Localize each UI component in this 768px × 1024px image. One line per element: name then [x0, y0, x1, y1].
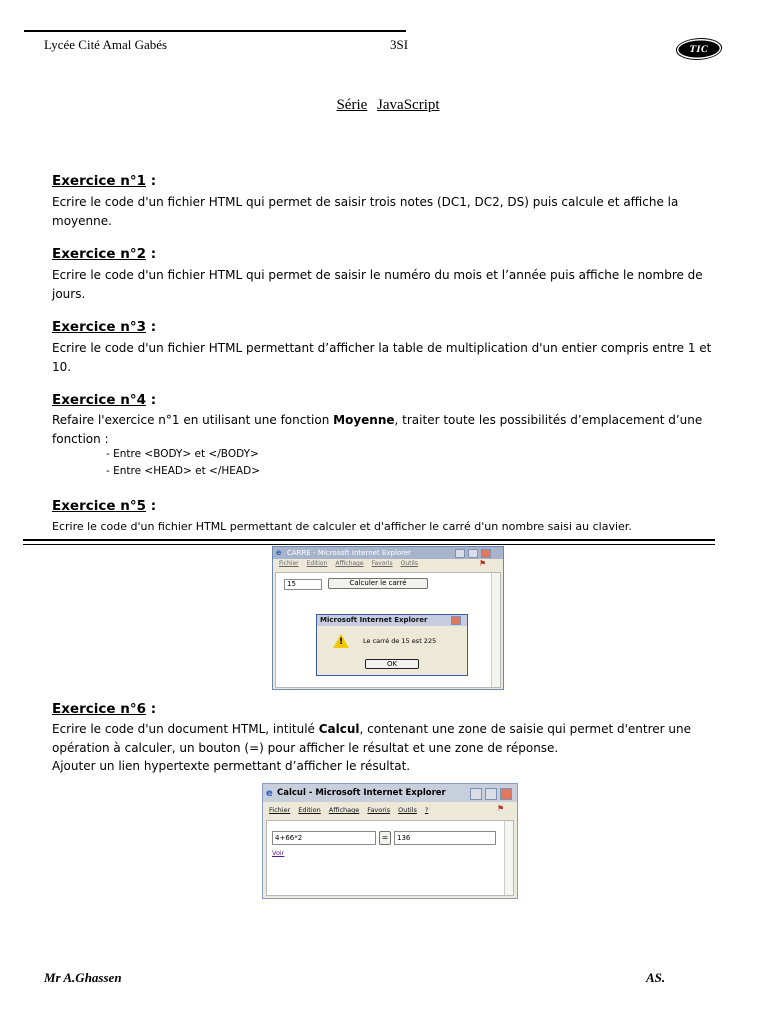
title-word-javascript: JavaScript	[377, 97, 440, 113]
exercise-3-label: Exercice n°3	[52, 319, 146, 335]
menu-favoris: Favoris	[367, 806, 391, 814]
exercise-6-heading	[52, 701, 156, 717]
menu-affichage: Affichage	[335, 560, 364, 567]
alert-message: Le carré de 15 est 225	[363, 637, 437, 645]
equals-button: =	[379, 831, 391, 845]
class-level: 3SI	[390, 37, 409, 52]
alert-dialog-titlebar	[317, 615, 467, 626]
footer-author: Mr A.Ghassen	[44, 970, 122, 985]
exercise-3-heading	[52, 319, 156, 335]
windows-flag-icon: ⚑	[479, 559, 487, 568]
menu-favoris: Favoris	[371, 560, 393, 567]
exercise-5-text: Ecrire le code d'un fichier HTML permettant de calculer et d'afficher le carré d'un nombre saisi au clavier.	[52, 520, 632, 533]
exercise-3-text: Ecrire le code d'un fichier HTML permettant d’afficher la table de multiplication d'un entier compris entre 1 et 10.	[52, 341, 712, 374]
menu-edition: Edition	[298, 806, 321, 814]
exercise-4-text-after: , traiter toute les possibilités d’emplacement d’une fonction :	[52, 413, 703, 446]
exercise-1-heading	[52, 173, 156, 189]
calcul-window-title: Calcul - Microsoft Internet Explorer	[277, 788, 446, 798]
exercise-6-text-2: Ajouter un lien hypertexte permettant d’afficher le résultat.	[52, 759, 411, 773]
menu-outils: Outils	[400, 560, 418, 567]
exercise-6-doc-name: Calcul	[318, 722, 360, 736]
scrollbar	[504, 821, 513, 895]
exercise-4-item-head: - Entre <HEAD> et </HEAD>	[106, 465, 260, 477]
minimize-icon	[470, 788, 482, 800]
exercise-6-label: Exercice n°6	[52, 701, 146, 717]
carre-window-title: CARRE - Microsoft Internet Explorer	[287, 549, 412, 557]
title-word-serie: Série	[336, 97, 368, 113]
exercise-5-colon: :	[146, 498, 157, 514]
header-rule	[24, 30, 406, 32]
exercise-6-text-after: , contenant une zone de saisie qui permet d'entrer une opération à calculer, un bouton (=) pour afficher le résultat et une zone de réponse.	[52, 722, 691, 755]
alert-dialog	[316, 614, 468, 676]
carre-menu-bar	[273, 559, 503, 569]
maximize-icon	[468, 549, 478, 558]
menu-outils: Outils	[398, 806, 417, 814]
calcul-window-screenshot	[262, 783, 518, 899]
operation-input: 4+66*2	[272, 831, 376, 845]
alert-dialog-title: Microsoft Internet Explorer	[320, 616, 428, 624]
carre-window-screenshot	[272, 546, 504, 690]
exercise-2-text: Ecrire le code d'un fichier HTML qui permet de saisir le numéro du mois et l’année puis affiche le nombre de jours.	[52, 268, 703, 301]
menu-help: ?	[424, 806, 429, 814]
ie-logo-icon: e	[276, 548, 282, 557]
exercise-6-text	[52, 720, 732, 758]
exercise-1-text: Ecrire le code d'un fichier HTML qui permet de saisir trois notes (DC1, DC2, DS) puis calcule et affiche la moyenne.	[52, 195, 679, 228]
exercise-4-text-before: Refaire l'exercice n°1 en utilisant une fonction	[52, 413, 334, 427]
calcul-page-area	[266, 820, 514, 896]
exercise-4-item-body: - Entre <BODY> et </BODY>	[106, 448, 259, 460]
maximize-icon	[485, 788, 497, 800]
alert-ok-button: OK	[365, 659, 419, 669]
school-name: Lycée Cité Amal Gabés	[44, 37, 168, 52]
exercise-3-colon: :	[146, 319, 157, 335]
menu-edition: Edition	[306, 560, 328, 567]
tic-logo-text: TIC	[688, 43, 710, 55]
separator-rule-bottom	[23, 544, 715, 545]
warning-icon	[333, 634, 349, 648]
separator-rule-top	[23, 539, 715, 541]
scrollbar	[491, 573, 500, 687]
close-icon	[481, 549, 491, 558]
carre-page-area	[275, 572, 501, 688]
footer-year: AS.	[646, 970, 666, 985]
voir-link: Voir	[272, 849, 285, 857]
exercise-5-label: Exercice n°5	[52, 498, 146, 514]
ie-logo-icon: e	[266, 788, 273, 799]
exercise-2-heading	[52, 246, 156, 262]
tic-logo	[675, 39, 723, 59]
exercise-5-heading	[52, 498, 156, 514]
exercise-2-label: Exercice n°2	[52, 246, 146, 262]
calc-square-button: Calculer le carré	[328, 578, 428, 589]
exercise-6-text-before: Ecrire le code d'un document HTML, intitulé	[52, 722, 319, 736]
document-title	[0, 97, 768, 114]
exercise-1-colon: :	[146, 173, 157, 189]
menu-affichage: Affichage	[328, 806, 360, 814]
exercise-4-function-name: Moyenne	[333, 413, 395, 427]
minimize-icon	[455, 549, 465, 558]
exercise-1-label: Exercice n°1	[52, 173, 146, 189]
close-icon	[500, 788, 512, 800]
exercise-4-colon: :	[146, 392, 157, 408]
exercise-2-colon: :	[146, 246, 157, 262]
exercise-4-label: Exercice n°4	[52, 392, 146, 408]
exercise-4-heading	[52, 392, 156, 408]
number-input: 15	[284, 579, 322, 590]
dialog-close-icon	[451, 616, 461, 625]
calcul-menu-bar	[263, 803, 517, 817]
menu-fichier: Fichier	[269, 806, 291, 814]
exercise-6-colon: :	[146, 701, 157, 717]
windows-flag-icon: ⚑	[497, 804, 505, 813]
result-field: 136	[394, 831, 496, 845]
menu-fichier: Fichier	[279, 560, 299, 567]
exercise-4-text	[52, 411, 732, 449]
